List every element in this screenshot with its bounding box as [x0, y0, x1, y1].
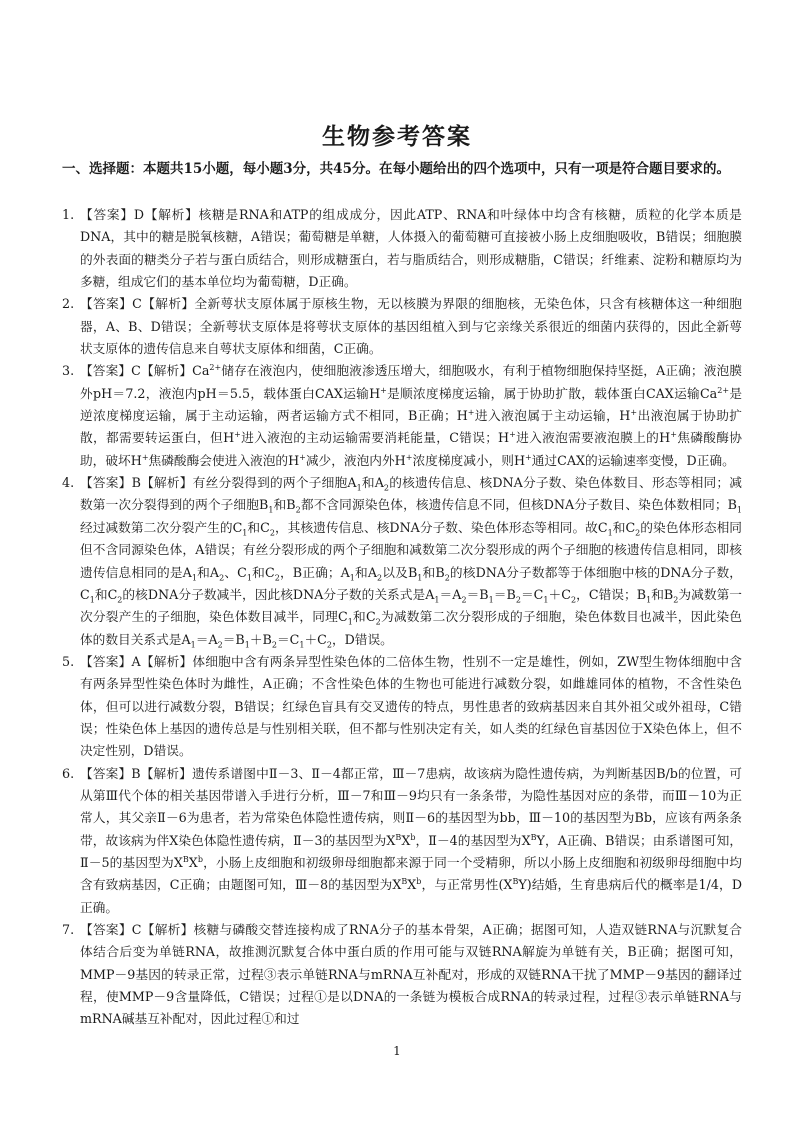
answer-item — [62, 204, 742, 293]
item-number: 2. — [62, 296, 75, 312]
item-explanation: 【答案】C【解析】核糖与磷酸交替连接构成了RNA分子的基本骨架，A正确；据图可知，人造双链RNA与沉默复合体结合后变为单链RNA，故推测沉默复合体中蛋白质的作用可能与双链RNA解旋为单链有关，B正确；据图可知，MMP－9基因的转录正常，过程③表示单链RNA与mRNA互补配对，形成的双链RNA干扰了MMP－9基因的翻译过程，使MMP－9含量降低，C错误；过程①是以DNA的一条链为模板合成RNA的转录过程，过程③表示单链RNA与mRNA碱基互补配对，因此过程①和过 — [80, 922, 742, 1027]
item-number: 7. — [62, 922, 75, 937]
item-number: 6. — [62, 765, 75, 781]
item-number: 3. — [62, 363, 75, 379]
answer-item — [62, 919, 742, 1031]
answer-item — [62, 763, 742, 919]
answer-list — [62, 204, 742, 1031]
answer-item — [62, 651, 742, 763]
item-explanation: 【答案】B【解析】有丝分裂得到的两个子细胞$A_1$和$A_2$的核遗传信息、核DNA分子数、染色体数目、形态等相同；减数第一次分裂得到的两个子细胞$B_1$和$B_2$都不含同源染色体，核遗传信息不同，但核DNA分子数目、染色体数相同；$B_1$经过减数第二次分裂产生的$C_1$和$C_2$，其核遗传信息、核DNA分子数、染色体形态等相同。故$C_1$和$C_2$的染色体形态相同但不含同源染色体，A错误；有丝分裂形成的两个子细胞和减数第二次分裂形成的两个子细胞的核遗传信息相同，即核遗传信息相同的是$A_1$和$A_2$、$C_1$和$C_2$，B正确；$A_1$和$A_2$以及$B_1$和$B_2$的核DNA分子数都等于体细胞中核的DNA分子数，$C_1$和$C_2$的核DNA分子数减半，因此核DNA分子数的关系式是$A_1=A_2=B_1=B_2=C_1+C_2$，C错误；$B_1$和$B_2$为减数第一次分裂产生的子细胞，染色体数目减半，同理$C_1$和$C_2$为减数第二次分裂形成的子细胞，染色体数目也减半，因此染色体的数目关系式是$A_1=A_2=B_1+B_2=C_1+C_2$，D错误。 — [80, 475, 742, 650]
answer-item — [62, 293, 742, 360]
answer-item — [62, 360, 742, 472]
item-explanation: 【答案】C【解析】全新萼状支原体属于原核生物，无以核膜为界限的细胞核，无染色体，只含有核糖体这一种细胞器，A、B、D错误；全新萼状支原体是将萼状支原体的基因组植入到与它亲缘关系很近的细菌内获得的，因此全新萼状支原体的遗传信息来自萼状支原体和细菌，C正确。 — [80, 296, 742, 357]
document-title: 生物参考答案 — [322, 123, 472, 150]
item-number: 1. — [62, 207, 75, 222]
answer-item — [62, 472, 742, 651]
item-explanation: 【答案】C【解析】$Ca^{2+}$储存在液泡内，使细胞液渗透压增大，细胞吸水，有利于植物细胞保持坚挺，A正确；液泡膜外pH＝7.2，液泡内pH＝5.5，载体蛋白CAX运输H+是顺浓度梯度运输，属于协助扩散，载体蛋白CAX运输$Ca^{2+}$是逆浓度梯度运输，属于主动运输，两者运输方式不相同，B正确；H+进入液泡属于主动运输，H+出液泡属于协助扩散，都需要转运蛋白，但H+进入液泡的主动运输需要消耗能量，C错误；H+进入液泡需要液泡膜上的H+焦磷酸酶协助，破坏H+焦磷酸酶会使进入液泡的H+减少，液泡内外H+浓度梯度减小，则H+通过CAX的运输速率变慢，D正确。 — [80, 363, 743, 468]
page-number: 1 — [393, 1044, 401, 1058]
section-heading: 一、选择题：本题共15小题，每小题3分，共45分。在每小题给出的四个选项中，只有一项是符合题目要求的。 — [62, 161, 730, 177]
item-number: 5. — [62, 653, 75, 669]
item-explanation: 【答案】B【解析】遗传系谱图中Ⅱ－3、Ⅱ－4都正常，Ⅲ－7患病，故该病为隐性遗传病，为判断基因B/b的位置，可从第Ⅲ代个体的相关基因带谱入手进行分析，Ⅲ－7和Ⅲ－9均只有一条条带，为隐性基因对应的条带，而Ⅲ－10为正常人，其父亲Ⅱ－6为患者，若为常染色体隐性遗传病，则Ⅱ－6的基因型为bb，Ⅲ－10的基因型为Bb，应该有两条条带，故该病为伴X染色体隐性遗传病，Ⅱ－3的基因型为$X^BX^b$，Ⅱ－4的基因型为$X^BY$，A正确、B错误；由系谱图可知，Ⅱ－5的基因型为$X^BX^b$，小肠上皮细胞和初级卵母细胞都来源于同一个受精卵，所以小肠上皮细胞和初级卵母细胞中均含有致病基因，C正确；由题图可知，Ⅲ－8的基因型为$X^BX^b$，与正常男性$(X^BY)$结婚，生育患病后代的概率是1/4，D正确。 — [80, 765, 743, 915]
item-number: 4. — [62, 475, 75, 491]
item-explanation: 【答案】A【解析】体细胞中含有两条异型性染色体的二倍体生物，性别不一定是雄性，例如，ZW型生物体细胞中含有两条异型性染色体时为雌性，A正确；不含性染色体的生物也可能进行减数分裂，如雌雄同体的植物，不含性染色体，但可以进行减数分裂，B错误；红绿色盲具有交叉遗传的特点，男性患者的致病基因来自其外祖父或外祖母，C错误；性染色体上基因的遗传总是与性别相关联，但不都与性别决定有关，如人类的红绿色盲基因位于X染色体上，但不决定性别，D错误。 — [80, 653, 742, 759]
item-explanation: 【答案】D【解析】核糖是RNA和ATP的组成成分，因此ATP、RNA和叶绿体中均含有核糖，质粒的化学本质是DNA，其中的糖是脱氧核糖，A错误；葡萄糖是单糖，人体摄入的葡萄糖可直接被小肠上皮细胞吸收，B错误；细胞膜的外表面的糖类分子若与蛋白质结合，则形成糖蛋白，若与脂质结合，则形成糖脂，C错误；纤维素、淀粉和糖原均为多糖，组成它们的基本单位均为葡萄糖，D正确。 — [80, 207, 742, 290]
